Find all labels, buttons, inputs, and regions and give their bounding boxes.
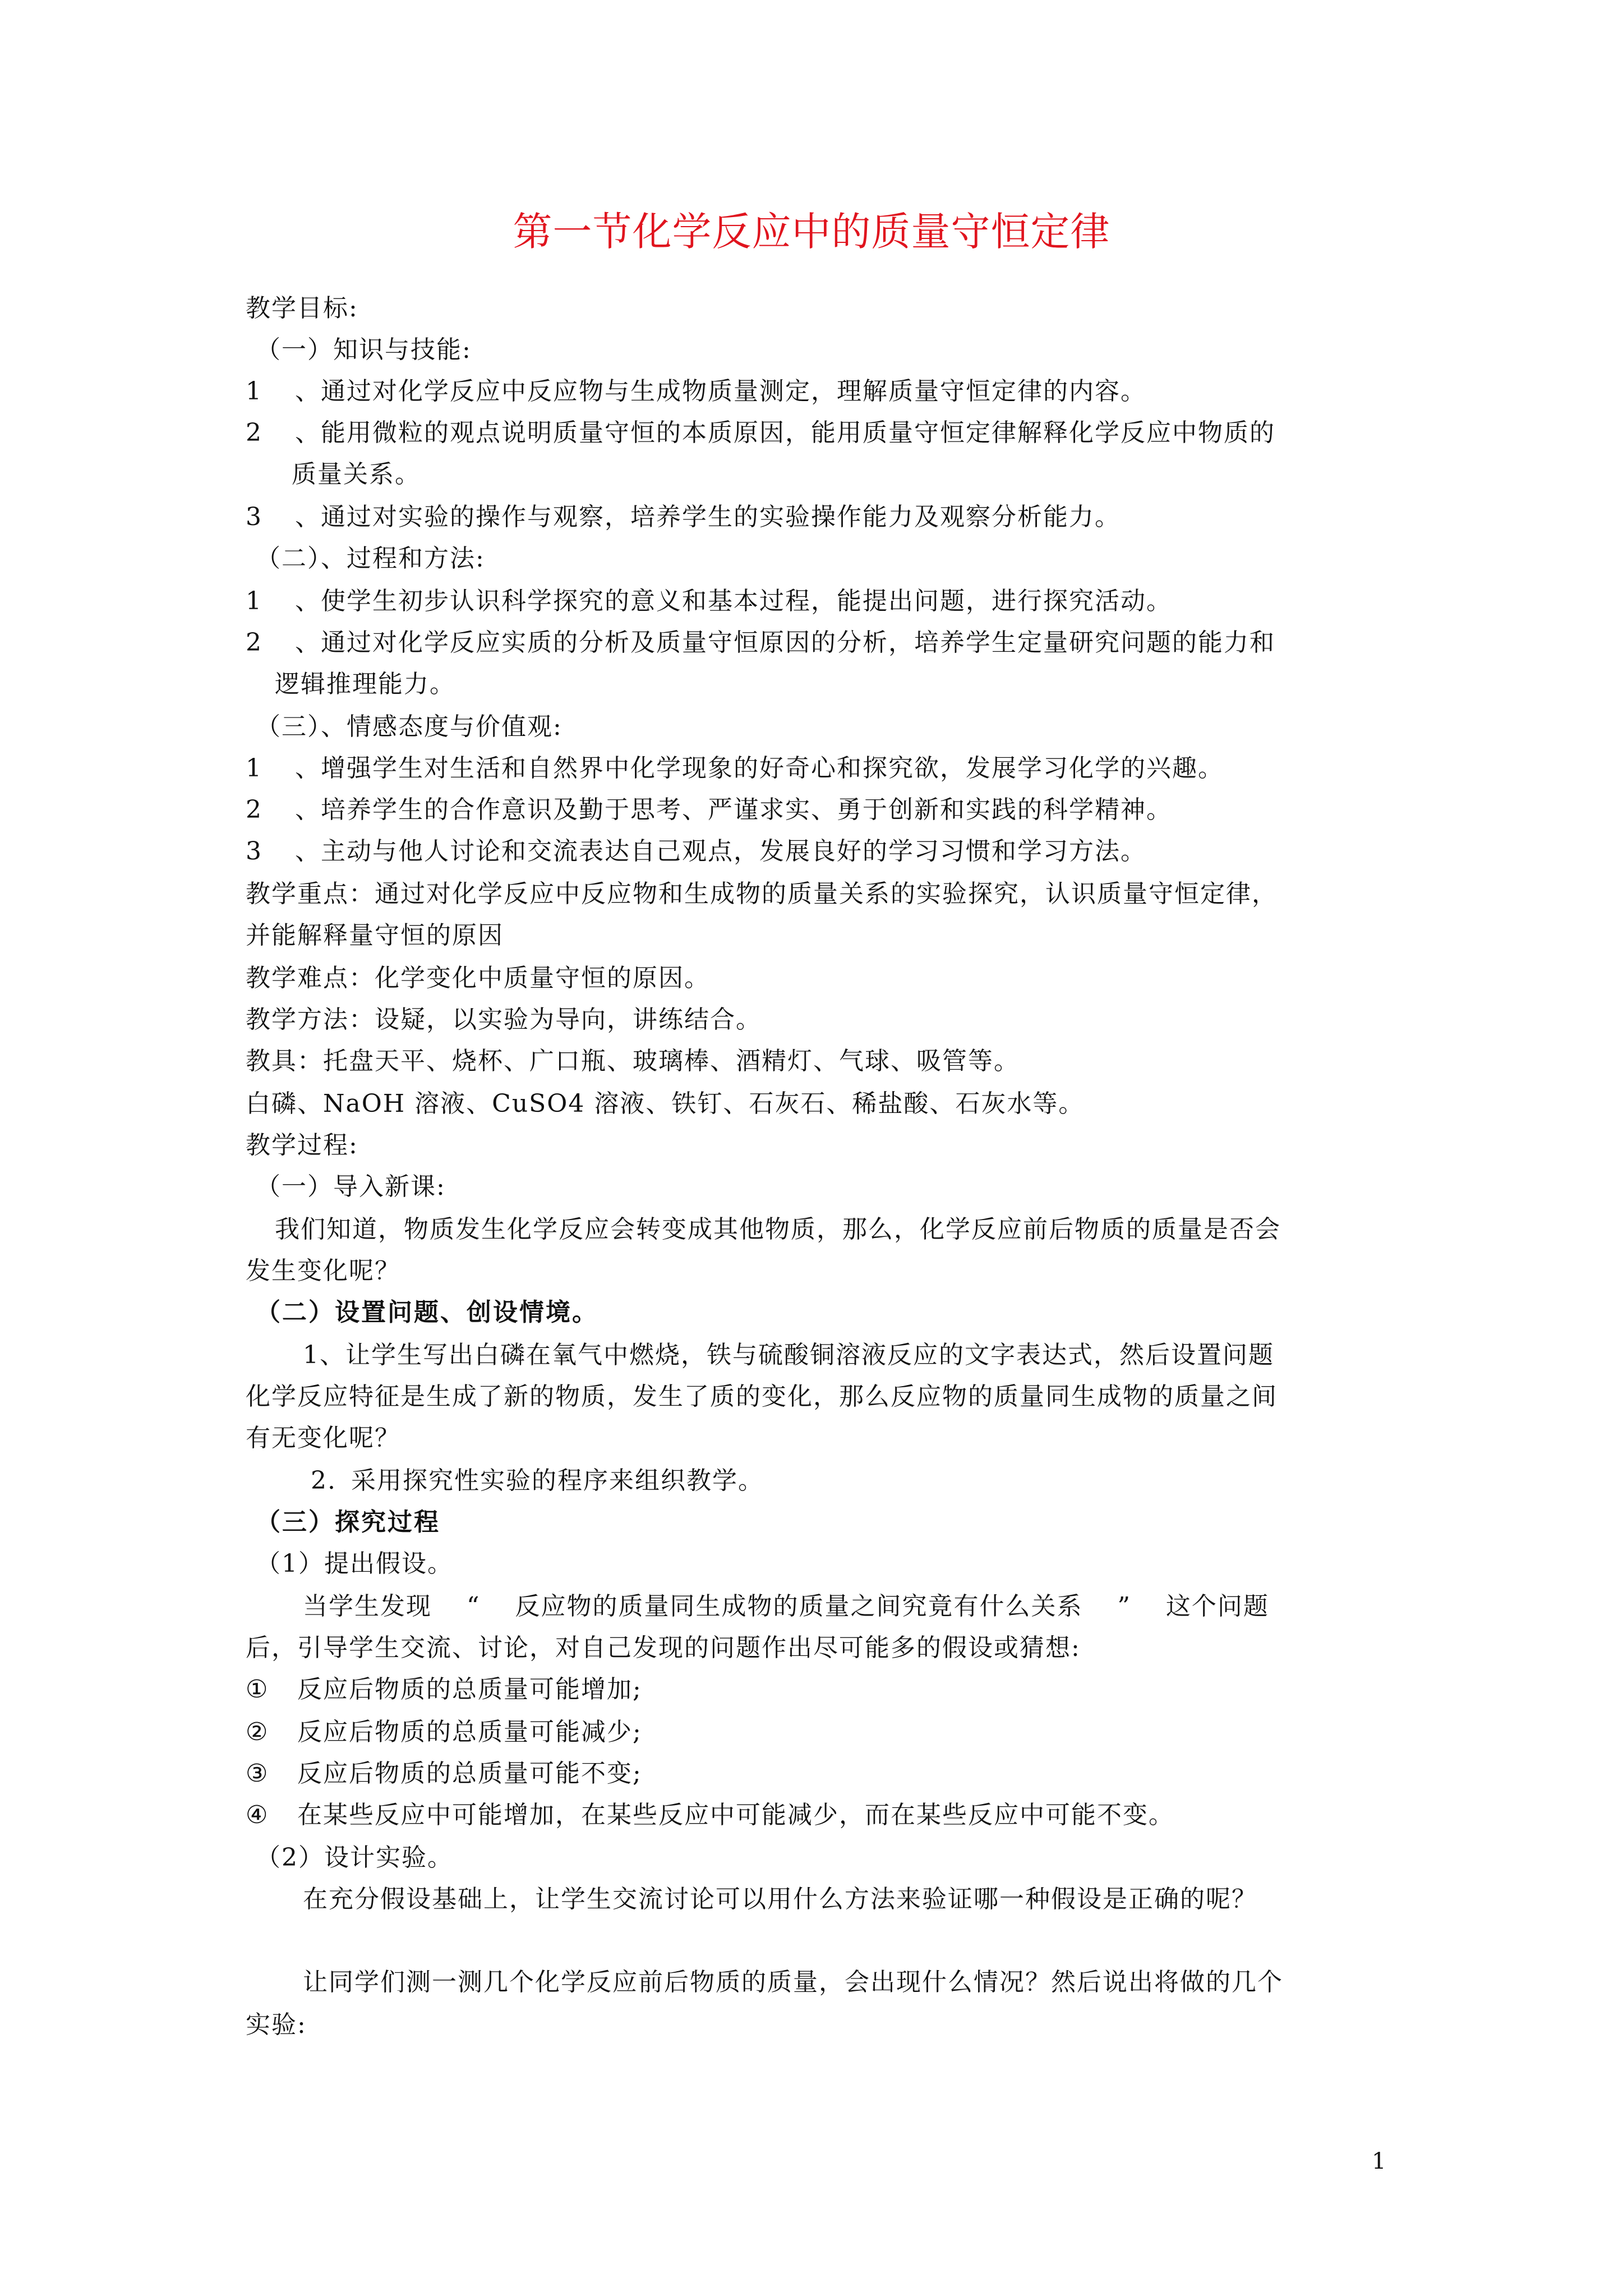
item-number: 1 [246,587,262,615]
paragraph-continuation: 有无变化呢？ [246,1424,400,1452]
hypothesis-item [246,1674,642,1705]
item-text: 、增强学生对生活和自然界中化学现象的好奇心和探究欲，发展学习化学的兴趣。 [295,754,1224,783]
sub-heading: （2）设计实验。 [256,1843,453,1872]
paragraph-continuation: 实验: [246,2010,307,2039]
item-text: 、主动与他人讨论和交流表达自己观点，发展良好的学习习惯和学习方法。 [295,837,1146,866]
item-text: 在某些反应中可能增加，在某些反应中可能减少，而在某些反应中可能不变。 [297,1801,1174,1829]
list-item [246,627,1275,658]
paragraph: 当学生发现 “ 反应物的质量同生成物的质量之间究竟有什么关系 ” 这个问题 [303,1592,1269,1621]
reagents: 白磷、NaOH 溶液、CuSO4 溶液、铁钉、石灰石、稀盐酸、石灰水等。 [246,1089,1085,1118]
item-marker: ③ [246,1759,269,1788]
hypothesis-item [246,1758,642,1789]
paragraph-continuation: 化学反应特征是生成了新的物质，发生了质的变化，那么反应物的质量同生成物的质量之间 [246,1382,1278,1411]
method: 教学方法：设疑，以实验为导向，讲练结合。 [246,1005,762,1034]
item-text: 反应后物质的总质量可能不变; [297,1759,642,1788]
paragraph-continuation: 发生变化呢？ [246,1257,400,1285]
list-item [246,586,1172,616]
process-heading: 教学过程: [246,1131,358,1159]
item-text: 、通过对化学反应中反应物与生成物质量测定，理解质量守恒定律的内容。 [295,377,1146,406]
item-text: 、使学生初步认识科学探究的意义和基本过程，能提出问题，进行探究活动。 [295,587,1172,615]
page-title: 第一节化学反应中的质量守恒定律 [513,209,1110,255]
paragraph: 1、让学生写出白磷在氧气中燃烧，铁与硫酸铜溶液反应的文字表达式，然后设置问题 [303,1341,1274,1369]
list-item [246,794,1172,825]
item-number: 3 [246,837,262,866]
item-text: 反应后物质的总质量可能减少; [297,1718,642,1746]
hypothesis-item [246,1717,642,1747]
objectives-heading: 教学目标: [246,294,358,323]
list-item [246,376,1146,407]
section-heading: （一）导入新课: [256,1172,446,1201]
item-number: 2 [246,628,262,657]
item-number: 1 [246,377,262,406]
hypothesis-item [246,1800,1174,1830]
paragraph: 在充分假设基础上，让学生交流讨论可以用什么方法来验证哪一种假设是正确的呢？ [303,1885,1257,1913]
paragraph-continuation: 后，引导学生交流、讨论，对自己发现的问题作出尽可能多的假设或猜想: [246,1634,1081,1662]
list-item [246,501,1121,532]
item-number: 2. [311,1466,336,1495]
sub-heading: （1）提出假设。 [256,1549,453,1578]
item-continuation: 质量关系。 [292,460,421,489]
difficulty: 教学难点：化学变化中质量守恒的原因。 [246,964,710,992]
key-point-continuation: 并能解释量守恒的原因 [246,921,504,950]
section-heading: （二）、过程和方法: [256,544,485,573]
item-text: 、通过对化学反应实质的分析及质量守恒原因的分析，培养学生定量研究问题的能力和 [295,628,1275,657]
section-heading: （二）设置问题、创设情境。 [256,1298,598,1327]
section-heading: （一）知识与技能: [256,335,472,364]
item-continuation: 逻辑推理能力。 [275,670,455,698]
section-heading: （三）探究过程 [256,1508,440,1536]
list-item [246,836,1146,867]
item-marker: ④ [246,1801,269,1829]
teaching-tools: 教具：托盘天平、烧杯、广口瓶、玻璃棒、酒精灯、气球、吸管等。 [246,1047,1020,1075]
list-item [246,753,1224,784]
item-number: 3 [246,503,262,531]
paragraph: 让同学们测一测几个化学反应前后物质的质量，会出现什么情况？然后说出将做的几个 [303,1968,1283,1996]
list-item [311,1465,764,1496]
item-text: 、通过对实验的操作与观察，培养学生的实验操作能力及观察分析能力。 [295,503,1121,531]
item-number: 1 [246,754,262,783]
section-heading: （三）、情感态度与价值观: [256,712,562,741]
key-point: 教学重点：通过对化学反应中反应物和生成物的质量关系的实验探究，认识质量守恒定律， [246,880,1278,908]
list-item [246,417,1275,448]
item-marker: ① [246,1675,269,1704]
item-number: 2 [246,418,262,447]
paragraph: 我们知道，物质发生化学反应会转变成其他物质，那么，化学反应前后物质的质量是否会 [275,1215,1281,1244]
page-number: 1 [1372,2148,1386,2174]
item-text: 反应后物质的总质量可能增加; [297,1675,642,1704]
item-marker: ② [246,1718,269,1746]
item-text: 、培养学生的合作意识及勤于思考、严谨求实、勇于创新和实践的科学精神。 [295,795,1172,824]
item-text: 、能用微粒的观点说明质量守恒的本质原因，能用质量守恒定律解释化学反应中物质的 [295,418,1275,447]
item-number: 2 [246,795,262,824]
item-text: 采用探究性实验的程序来组织教学。 [351,1466,764,1495]
